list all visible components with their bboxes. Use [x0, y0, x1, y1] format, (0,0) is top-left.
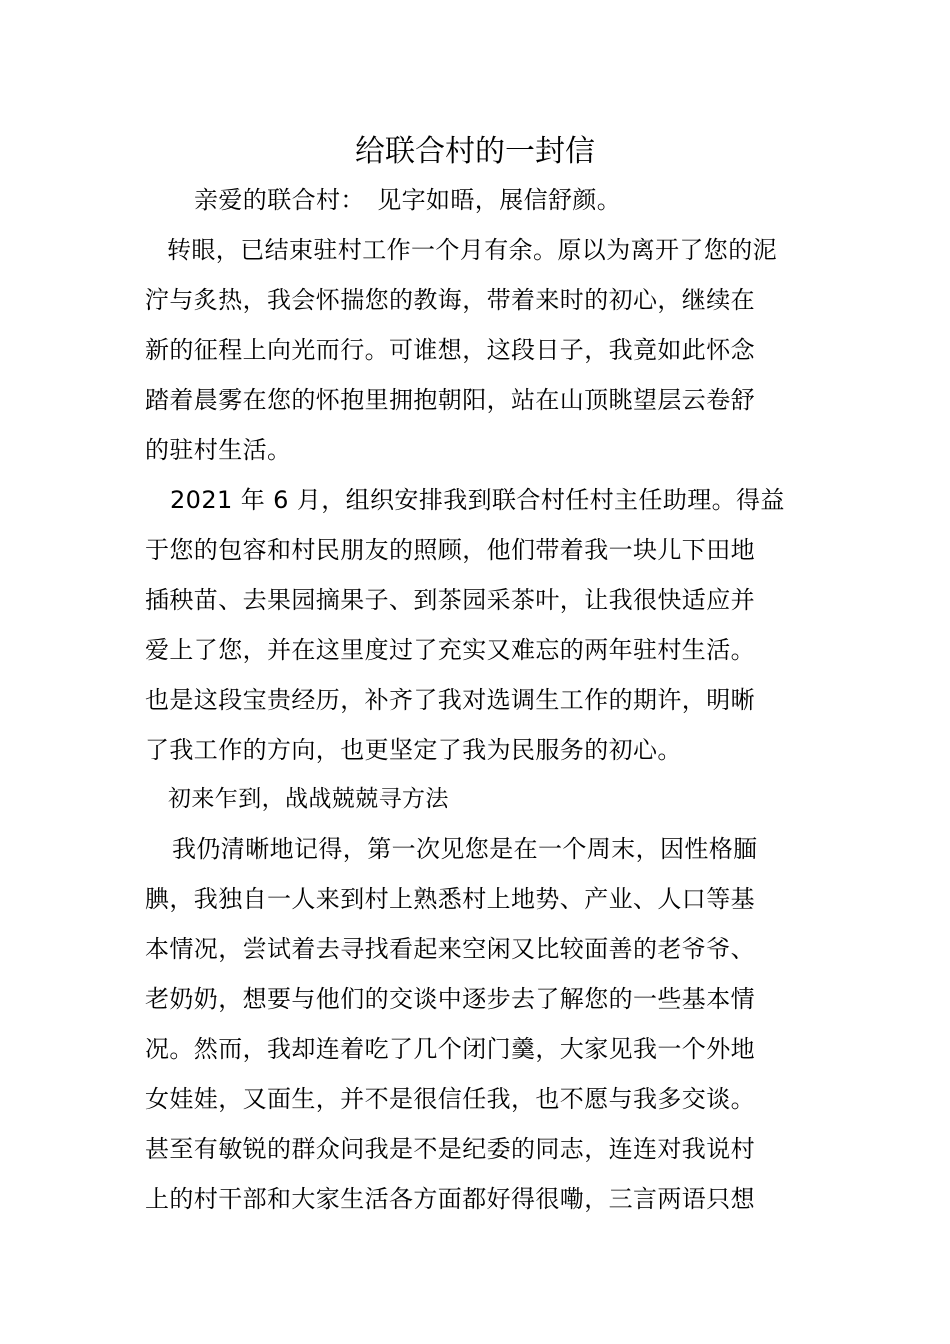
- paragraph-line: 老奶奶，想要与他们的交谈中逐步去了解您的一些基本情: [145, 985, 755, 1013]
- paragraph-line: 于您的包容和村民朋友的照顾，他们带着我一块儿下田地: [145, 536, 755, 564]
- salutation-line: 亲爱的联合村： 见字如晤，展信舒颜。: [194, 186, 622, 214]
- paragraph-line: 也是这段宝贵经历，补齐了我对选调生工作的期许，明晰: [145, 686, 755, 714]
- paragraph-line: 转眼，已结束驻村工作一个月有余。原以为离开了您的泥: [167, 236, 777, 264]
- paragraph-line: 况。然而，我却连着吃了几个闭门羹，大家见我一个外地: [145, 1035, 755, 1063]
- document-title: 给联合村的一封信: [355, 134, 595, 169]
- paragraph-line: 了我工作的方向，也更坚定了我为民服务的初心。: [145, 736, 682, 764]
- paragraph-line: 新的征程上向光而行。可谁想，这段日子，我竟如此怀念: [145, 336, 755, 364]
- paragraph-line: 上的村干部和大家生活各方面都好得很嘞，三言两语只想: [145, 1185, 755, 1213]
- paragraph-line: 女娃娃，又面生，并不是很信任我，也不愿与我多交谈。: [145, 1085, 755, 1113]
- paragraph-line: 2021 年 6 月，组织安排我到联合村任村主任助理。得益: [170, 486, 785, 514]
- paragraph-line: 本情况，尝试着去寻找看起来空闲又比较面善的老爷爷、: [145, 935, 755, 963]
- section-heading: 初来乍到，战战兢兢寻方法: [168, 786, 449, 812]
- paragraph-line: 的驻村生活。: [145, 436, 292, 464]
- paragraph-line: 甚至有敏锐的群众问我是不是纪委的同志，连连对我说村: [145, 1135, 755, 1163]
- paragraph-line: 腆，我独自一人来到村上熟悉村上地势、产业、人口等基: [145, 885, 755, 913]
- paragraph-line: 泞与炙热，我会怀揣您的教诲，带着来时的初心，继续在: [145, 286, 755, 314]
- paragraph-line: 踏着晨雾在您的怀抱里拥抱朝阳，站在山顶眺望层云卷舒: [145, 386, 755, 414]
- paragraph-line: 我仍清晰地记得，第一次见您是在一个周末，因性格腼: [172, 835, 758, 863]
- paragraph-line: 爱上了您，并在这里度过了充实又难忘的两年驻村生活。: [145, 636, 755, 664]
- paragraph-line: 插秧苗、去果园摘果子、到茶园采茶叶，让我很快适应并: [145, 586, 755, 614]
